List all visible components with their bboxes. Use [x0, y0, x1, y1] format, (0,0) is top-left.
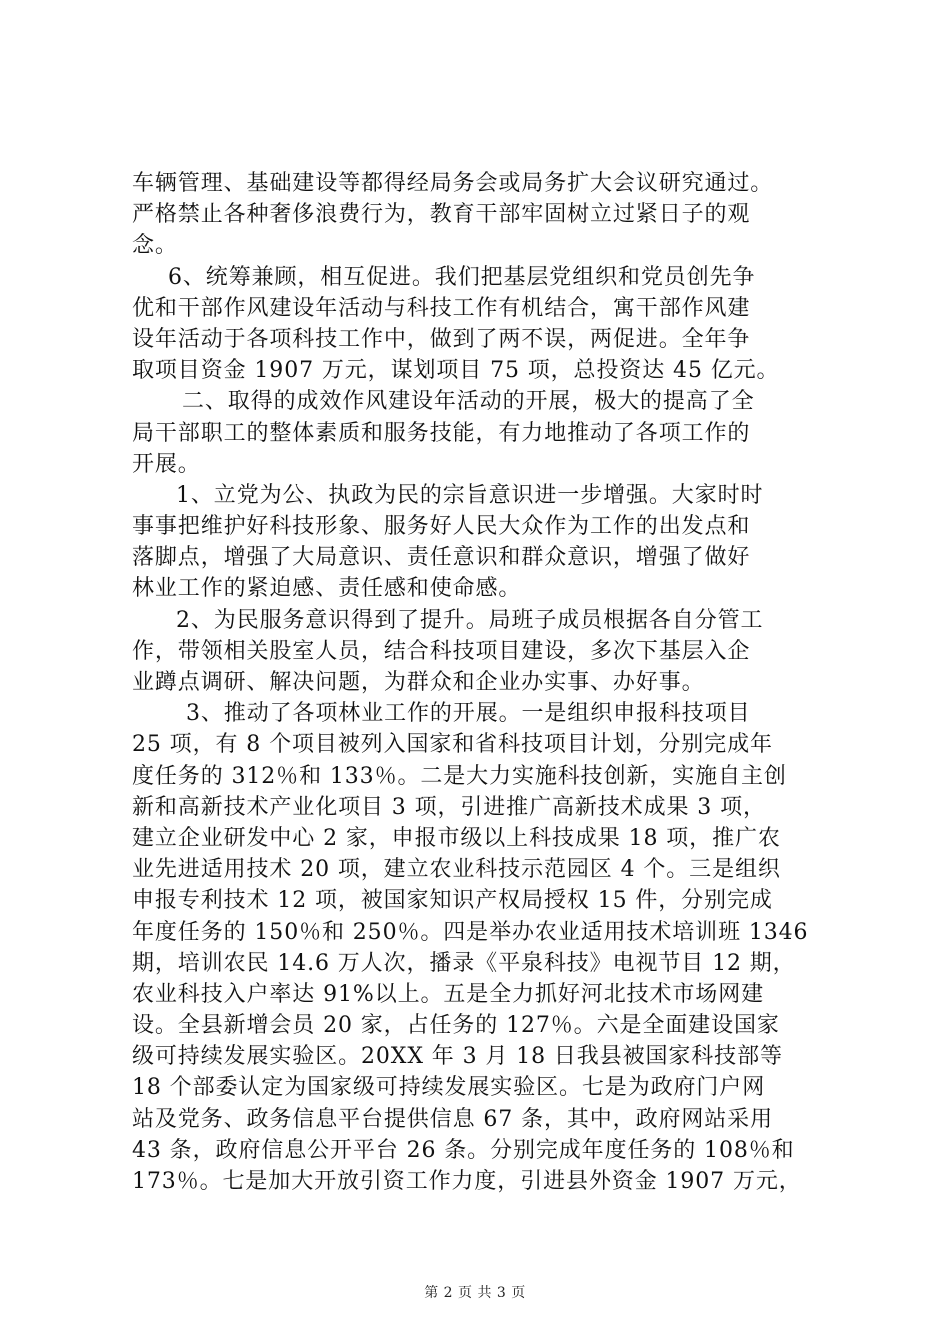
text-line: 取项目资金 1907 万元，谋划项目 75 项，总投资达 45 亿元。: [132, 358, 780, 384]
text-line: 申报专利技术 12 项，被国家知识产权局授权 15 件，分别完成: [132, 888, 773, 914]
text-line: 林业工作的紧迫感、责任感和使命感。: [132, 576, 522, 602]
text-line: 建立企业研发中心 2 家，申报市级以上科技成果 18 项，推广农: [132, 825, 781, 851]
text-line: 事事把维护好科技形象、服务好人民大众作为工作的出发点和: [132, 514, 751, 540]
text-line: 6、统筹兼顾，相互促进。我们把基层党组织和党员创先争: [168, 264, 756, 290]
text-line: 二、取得的成效作风建设年活动的开展，极大的提高了全: [182, 389, 755, 415]
text-line: 43 条，政府信息公开平台 26 条。分别完成年度任务的 108％和: [132, 1137, 795, 1163]
text-line: 农业科技入户率达 91%以上。五是全力抓好河北技术市场网建: [132, 981, 764, 1007]
text-line: 站及党务、政务信息平台提供信息 67 条，其中，政府网站采用: [132, 1106, 773, 1132]
text-line: 度任务的 312％和 133％。二是大力实施科技创新，实施自主创: [132, 763, 787, 789]
text-line: 优和干部作风建设年活动与科技工作有机结合，寓干部作风建: [132, 295, 751, 321]
text-line: 年度任务的 150％和 250％。四是举办农业适用技术培训班 1346: [132, 919, 809, 945]
text-line: 念。: [132, 233, 178, 259]
text-line: 级可持续发展实验区。20XX 年 3 月 18 日我县被国家科技部等: [132, 1044, 783, 1070]
text-line: 173％。七是加大开放引资工作力度，引进县外资金 1907 万元，: [132, 1169, 802, 1194]
text-line: 3、推动了各项林业工作的开展。一是组织申报科技项目: [186, 701, 751, 727]
text-line: 落脚点，增强了大局意识、责任意识和群众意识，增强了做好: [132, 545, 751, 571]
text-line: 开展。: [132, 451, 201, 477]
text-line: 局干部职工的整体素质和服务技能，有力地推动了各项工作的: [132, 420, 751, 446]
text-line: 2、为民服务意识得到了提升。局班子成员根据各自分管工: [176, 607, 764, 633]
page-footer: 第 2 页 共 3 页: [424, 1285, 526, 1301]
text-line: 18 个部委认定为国家级可持续发展实验区。七是为政府门户网: [132, 1075, 766, 1101]
text-line: 设年活动于各项科技工作中，做到了两不误，两促进。全年争: [132, 326, 751, 352]
text-line: 作，带领相关股室人员，结合科技项目建设，多次下基层入企: [132, 638, 751, 664]
text-line: 严格禁止各种奢侈浪费行为，教育干部牢固树立过紧日子的观: [132, 202, 751, 228]
body-text: [132, 168, 832, 1197]
text-line: 设。全县新增会员 20 家，占任务的 127％。六是全面建设国家: [132, 1013, 780, 1039]
text-line: 期，培训农民 14.6 万人次，播录《平泉科技》电视节目 12 期，: [132, 950, 796, 976]
text-line: 车辆管理、基础建设等都得经局务会或局务扩大会议研究通过。: [132, 171, 774, 196]
text-line: 新和高新技术产业化项目 3 项，引进推广高新技术成果 3 项，: [132, 794, 766, 820]
text-line: 业先进适用技术 20 项，建立农业科技示范园区 4 个。三是组织: [132, 857, 781, 883]
text-line: 业蹲点调研、解决问题，为群众和企业办实事、办好事。: [132, 670, 705, 695]
text-line: 25 项，有 8 个项目被列入国家和省科技项目计划，分别完成年: [132, 732, 773, 758]
text-line: 1、立党为公、执政为民的宗旨意识进一步增强。大家时时: [176, 482, 764, 508]
